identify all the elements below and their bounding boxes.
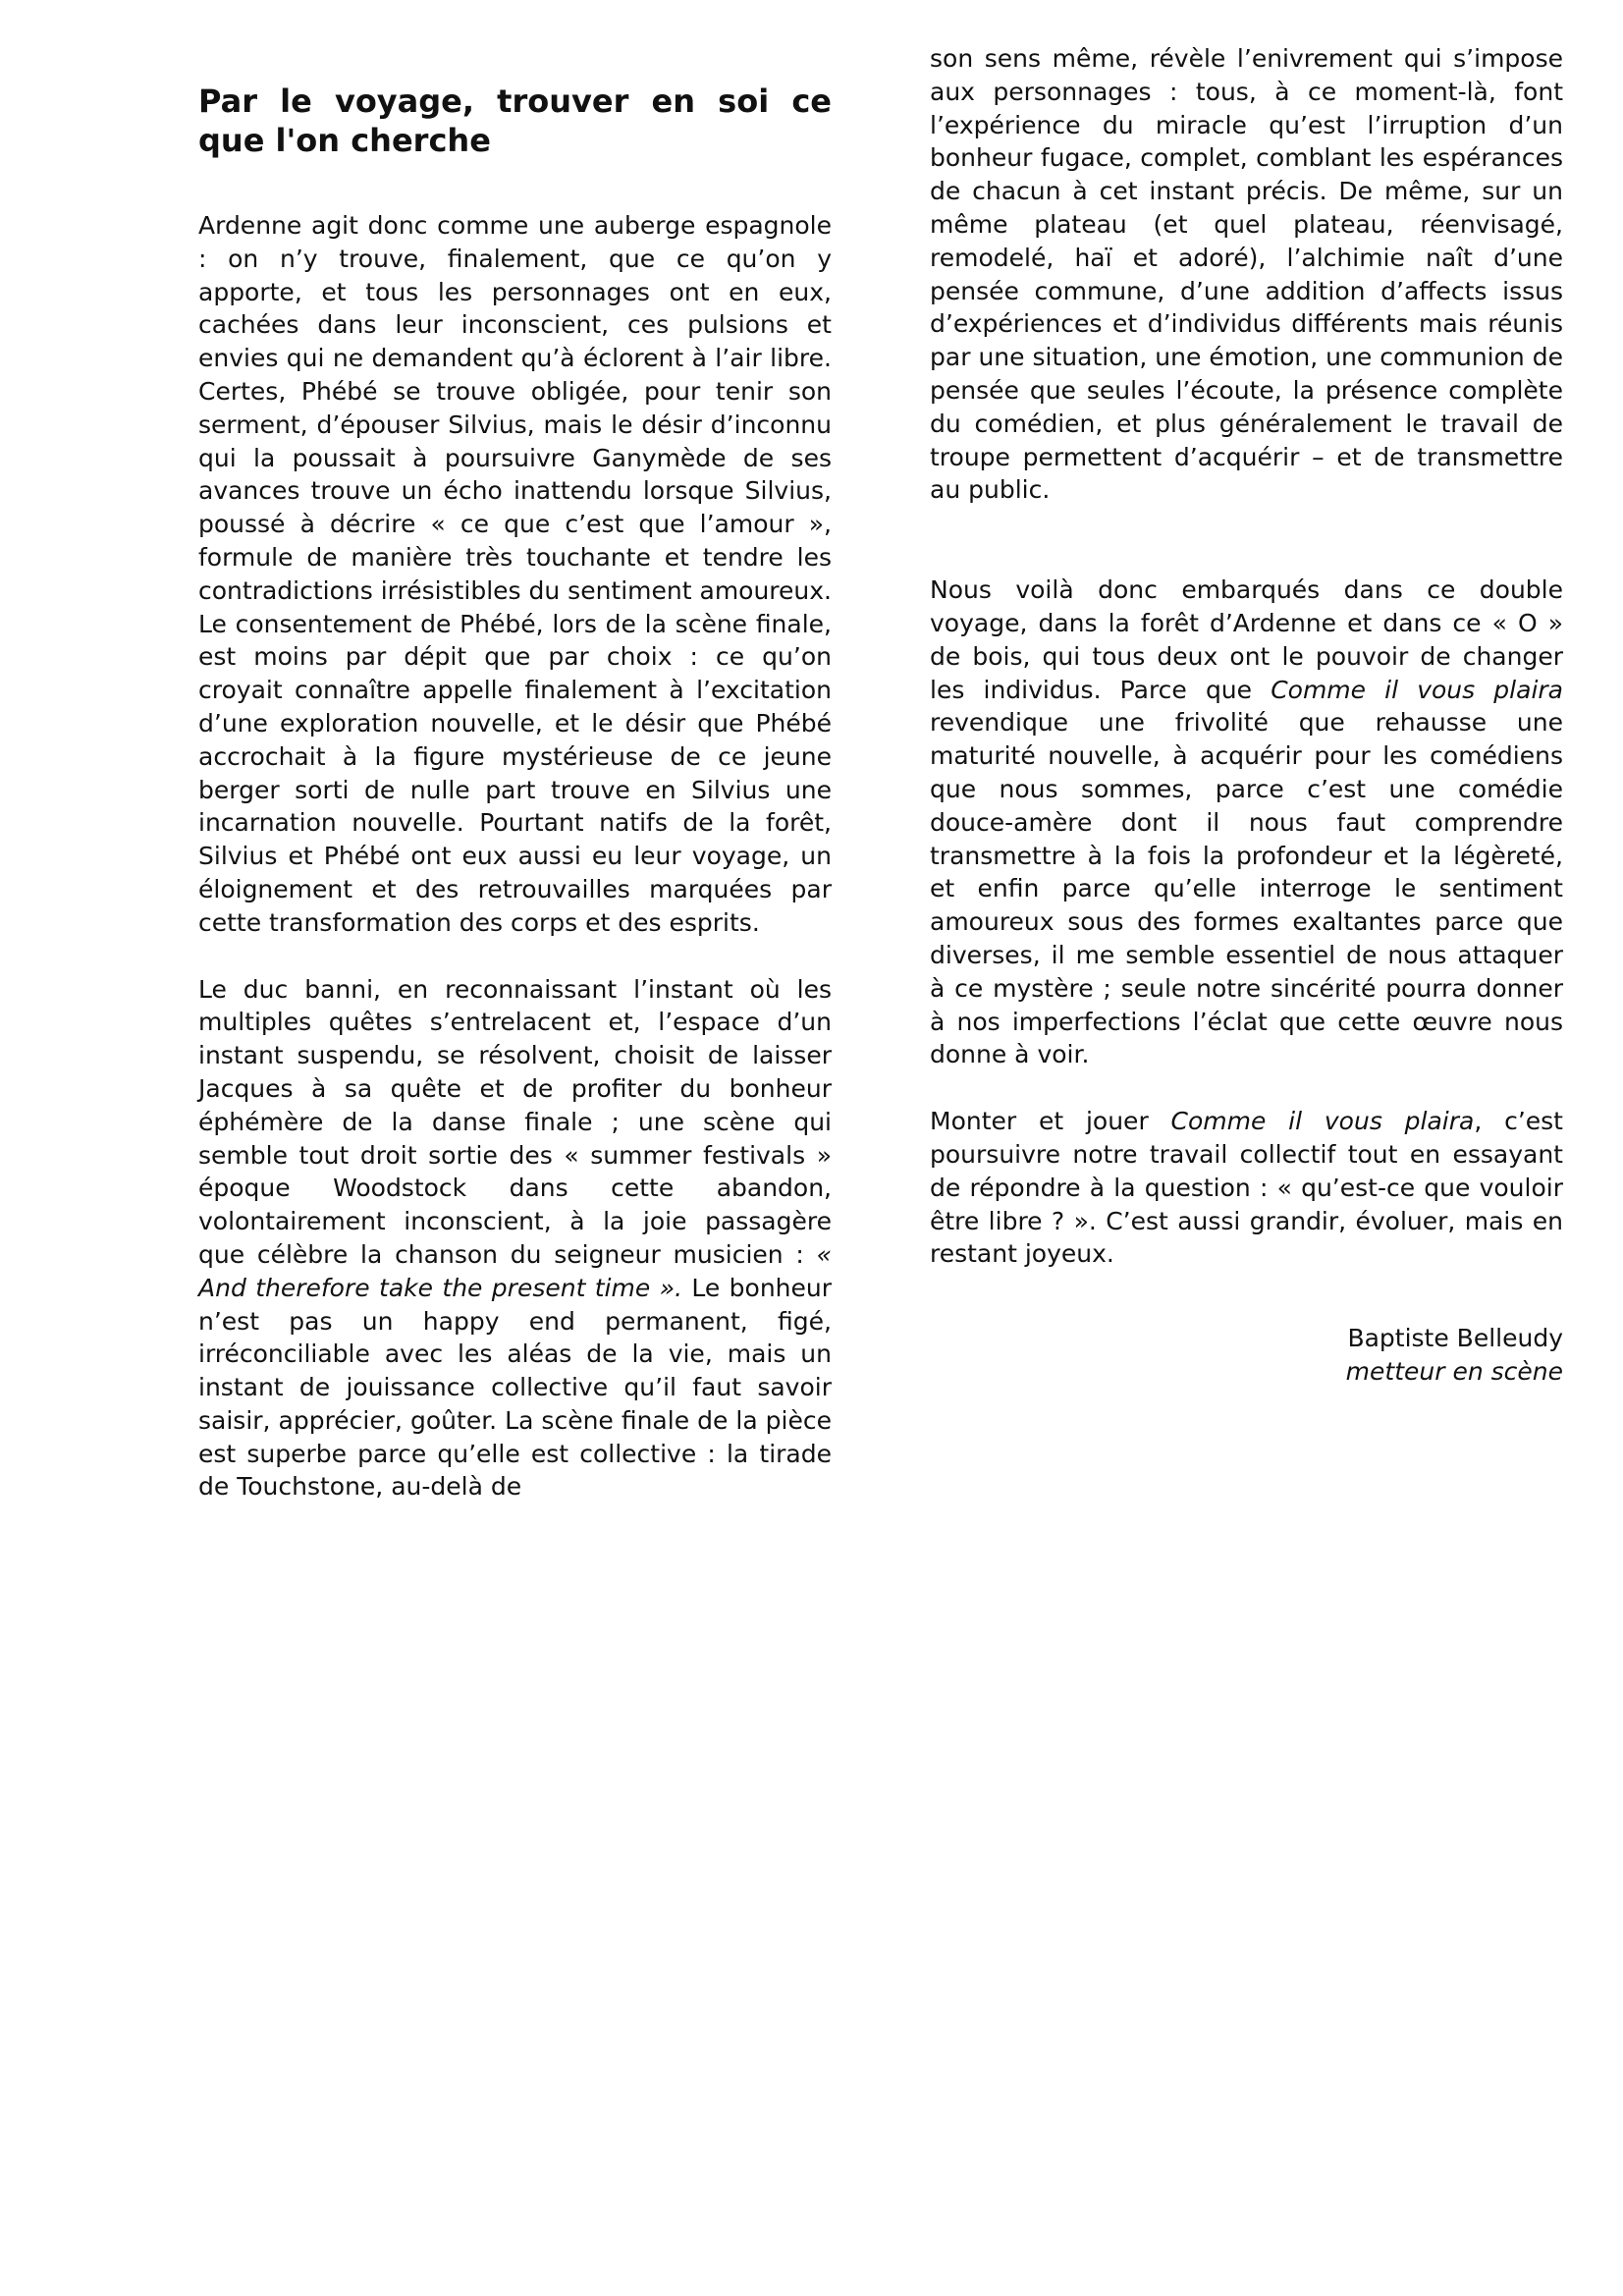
paragraph-monter-et-jouer <box>930 1105 1563 1271</box>
paragraph-double-voyage <box>930 574 1563 1071</box>
paragraph-text: Monter et jouer <box>930 1107 1171 1136</box>
paragraph-continuation: son sens même, révèle l’enivrement qui s’impose aux personnages : tous, à ce moment-là, font l’expérience du miracle qu’est l’irruption d’un bonheur fugace, complet, comblant les espérances de chacun à cet instant précis. De même, sur un même plateau (et quel plateau, réenvisagé, remodelé, haï et adoré), l’alchimie naît d’une pensée commune, d’une addition d’affects issus d’expériences et d’individus différents mais réunis par une situation, une émotion, une communion de pensée que seules l’écoute, la présence complète du comédien, et plus généralement le travail de troupe permettent d’acquérir – et de transmettre au public. <box>930 44 1563 505</box>
paragraph-spacer <box>930 507 1563 574</box>
paragraph-spacer <box>198 940 832 973</box>
paragraph-text: revendique une frivolité que rehausse une maturité nouvelle, à acquérir pour les comédiens que nous sommes, parce c’est une comédie douce-amère dont il nous faut comprendre transmettre à la fois la profondeur et la légèreté, et enfin parce qu’elle interroge le sentiment amoureux sous des formes exaltantes parce que diverses, il me semble essentiel de nous attaquer à ce mystère ; seule notre sincérité pourra donner à nos imperfections l’éclat que cette œuvre nous donne à voir. <box>930 708 1563 1069</box>
paragraph-text: Nous voilà donc embarqués dans ce double voyage, dans la forêt d’Ardenne et dans ce « O » de bois, qui tous deux ont le pouvoir de changer les individus. Parce que <box>930 575 1563 704</box>
signature-block <box>930 1322 1563 1389</box>
signature-role: metteur en scène <box>1345 1356 1563 1386</box>
left-column <box>198 82 832 1503</box>
section-heading: Par le voyage, trouver en soi ce que l'on cherche <box>198 82 832 159</box>
right-column <box>930 42 1563 1389</box>
play-title: Comme il vous plaira <box>1170 1107 1475 1136</box>
paragraph-duc-banni <box>198 973 832 1504</box>
paragraph-text: Le bonheur n’est pas un happy end permanent, figé, irréconciliable avec les aléas de la vie, mais un instant de jouissance collective qu’il faut savoir saisir, apprécier, goûter. La scène finale de la pièce est superbe parce qu’elle est collective : la tirade de Touchstone, au-delà de <box>198 1273 833 1502</box>
play-title: Comme il vous plaira <box>1271 675 1563 704</box>
signature-name: Baptiste Belleudy <box>1347 1324 1563 1353</box>
song-quote: « And therefore take the present time ». <box>198 1239 832 1302</box>
paragraph-ardenne: Ardenne agit donc comme une auberge espagnole : on n’y trouve, finalement, que ce qu’on y apporte, et tous les personnages ont en eux, cachées dans leur inconscient, ces pulsions et envies qui ne demandent qu’à éclorent à l’air libre. Certes, Phébé se trouve obligée, pour tenir son serment, d’épouser Silvius, mais le désir d’inconnu qui la poussait à poursuivre Ganymède de ses avances trouve un écho inattendu lorsque Silvius, poussé à décrire « ce que c’est que l’amour », formule de manière très touchante et tendre les contradictions irrésistibles du sentiment amoureux. Le consentement de Phébé, lors de la scène finale, est moins par dépit que par choix : ce qu’on croyait connaître appelle finalement à l’excitation d’une exploration nouvelle, et le désir que Phébé accrochait à la figure mystérieuse de ce jeune berger sorti de nulle part trouve en Silvius une incarnation nouvelle. Pourtant natifs de la forêt, Silvius et Phébé ont eux aussi eu leur voyage, un éloignement et des retrouvailles marquées par cette transformation des corps et des esprits. <box>198 211 833 937</box>
paragraph-text: , c’est poursuivre notre travail collectif tout en essayant de répondre à la question : « qu’est-ce que vouloir être libre ? ». C’est aussi grandir, évoluer, mais en restant joyeux. <box>930 1107 1563 1269</box>
paragraph-text: Le duc banni, en reconnaissant l’instant où les multiples quêtes s’entrelacent et, l’espace d’un instant suspendu, se résolvent, choisit de laisser Jacques à sa quête et de profiter du bonheur éphémère de la danse finale ; une scène qui semble tout droit sortie des « summer festivals » époque Woodstock dans cette abandon, volontairement inconscient, à la joie passagère que célèbre la chanson du seigneur musicien : <box>198 974 832 1269</box>
paragraph-spacer <box>930 1071 1563 1105</box>
